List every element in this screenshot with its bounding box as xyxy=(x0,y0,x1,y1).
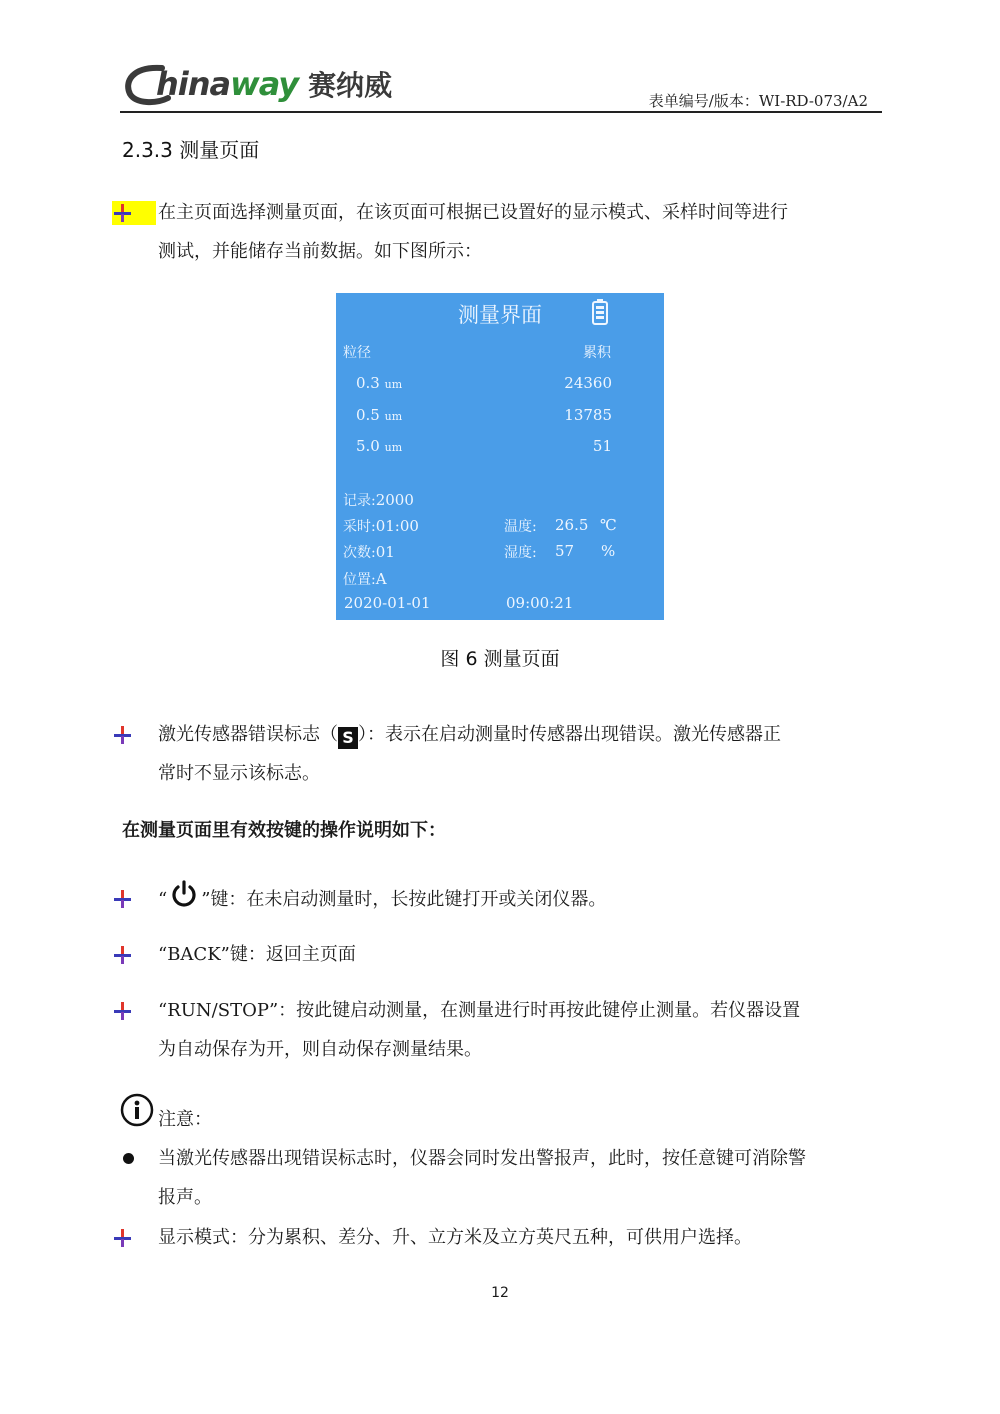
note-label: 注意： xyxy=(158,1109,212,1130)
row-value-2: 13785 xyxy=(564,406,612,424)
row-size-1: 0.3 um xyxy=(356,374,403,392)
note-item-1-line-1: 当激光传感器出现错误标志时，仪器会同时发出警报声，此时，按任意键可消除警 xyxy=(158,1148,806,1169)
sample-time-field: 采时:01:00 xyxy=(343,517,419,535)
header-divider xyxy=(120,111,882,113)
row-value-3: 51 xyxy=(592,437,612,455)
power-icon xyxy=(169,879,199,909)
humidity-unit: % xyxy=(601,542,616,560)
company-logo xyxy=(122,62,392,106)
column-cumulative-label: 累积 xyxy=(583,345,611,361)
humidity-value: 57 xyxy=(555,542,575,560)
keys-heading: 在测量页面里有效按键的操作说明如下： xyxy=(122,820,446,841)
figure-caption: 图 6 测量页面 xyxy=(440,648,560,670)
bullet-arrow-icon xyxy=(112,202,134,224)
row-size-2: 0.5 um xyxy=(356,406,403,424)
logo-chinese-name: 赛纳威 xyxy=(308,69,393,102)
battery-icon xyxy=(592,299,608,325)
screen-title: 测量界面 xyxy=(458,303,542,327)
sensor-error-icon: S xyxy=(338,727,358,749)
temperature-unit: ℃ xyxy=(600,516,617,534)
logo-text-a: hina xyxy=(156,65,231,103)
page-number: 12 xyxy=(491,1285,509,1301)
run-stop-line-1: “RUN/STOP”：按此键启动测量，在测量进行时再按此键停止测量。若仪器设置 xyxy=(158,1000,801,1021)
time-readout: 09:00:21 xyxy=(506,594,574,612)
bullet-arrow-icon xyxy=(112,1000,134,1022)
power-key-line: “ ”键：在未启动测量时，长按此键打开或关闭仪器。 xyxy=(158,879,606,919)
temperature-label: 温度: xyxy=(504,519,537,535)
intro-line-1: 在主页面选择测量页面，在该页面可根据已设置好的显示模式、采样时间等进行 xyxy=(158,202,788,223)
section-title: 2.3.3 测量页面 xyxy=(122,138,260,162)
location-field: 位置:A xyxy=(343,570,387,588)
count-field: 次数:01 xyxy=(343,543,395,561)
intro-line-2: 测试，并能储存当前数据。如下图所示： xyxy=(158,241,482,262)
column-size-label: 粒径 xyxy=(343,345,371,361)
form-number: 表单编号/版本：WI-RD-073/A2 xyxy=(648,92,868,110)
row-size-3: 5.0 um xyxy=(356,437,403,455)
temperature-value: 26.5 xyxy=(555,516,589,534)
back-key-line: “BACK”键：返回主页面 xyxy=(158,944,356,965)
logo-swoosh-icon xyxy=(122,62,182,106)
laser-note-line-1: 激光传感器错误标志（ S ）：表示在启动测量时传感器出现错误。激光传感器正 xyxy=(158,724,781,747)
date-readout: 2020-01-01 xyxy=(344,594,431,612)
record-field: 记录:2000 xyxy=(343,491,414,509)
bullet-arrow-icon xyxy=(112,944,134,966)
laser-note-line-2: 常时不显示该标志。 xyxy=(158,763,320,784)
note-item-1-line-2: 报声。 xyxy=(158,1187,212,1208)
measurement-screen xyxy=(336,293,664,620)
info-icon xyxy=(120,1093,154,1127)
bullet-arrow-icon xyxy=(112,724,134,746)
bullet-arrow-icon xyxy=(112,888,134,910)
bullet-arrow-icon xyxy=(112,1227,134,1249)
run-stop-line-2: 为自动保存为开，则自动保存测量结果。 xyxy=(158,1039,482,1060)
humidity-label: 湿度: xyxy=(504,545,537,561)
bullet-dot xyxy=(123,1153,134,1164)
row-value-1: 24360 xyxy=(564,374,612,392)
display-mode-line: 显示模式：分为累积、差分、升、立方米及立方英尺五种，可供用户选择。 xyxy=(158,1227,752,1248)
logo-text-b: way xyxy=(230,65,299,103)
